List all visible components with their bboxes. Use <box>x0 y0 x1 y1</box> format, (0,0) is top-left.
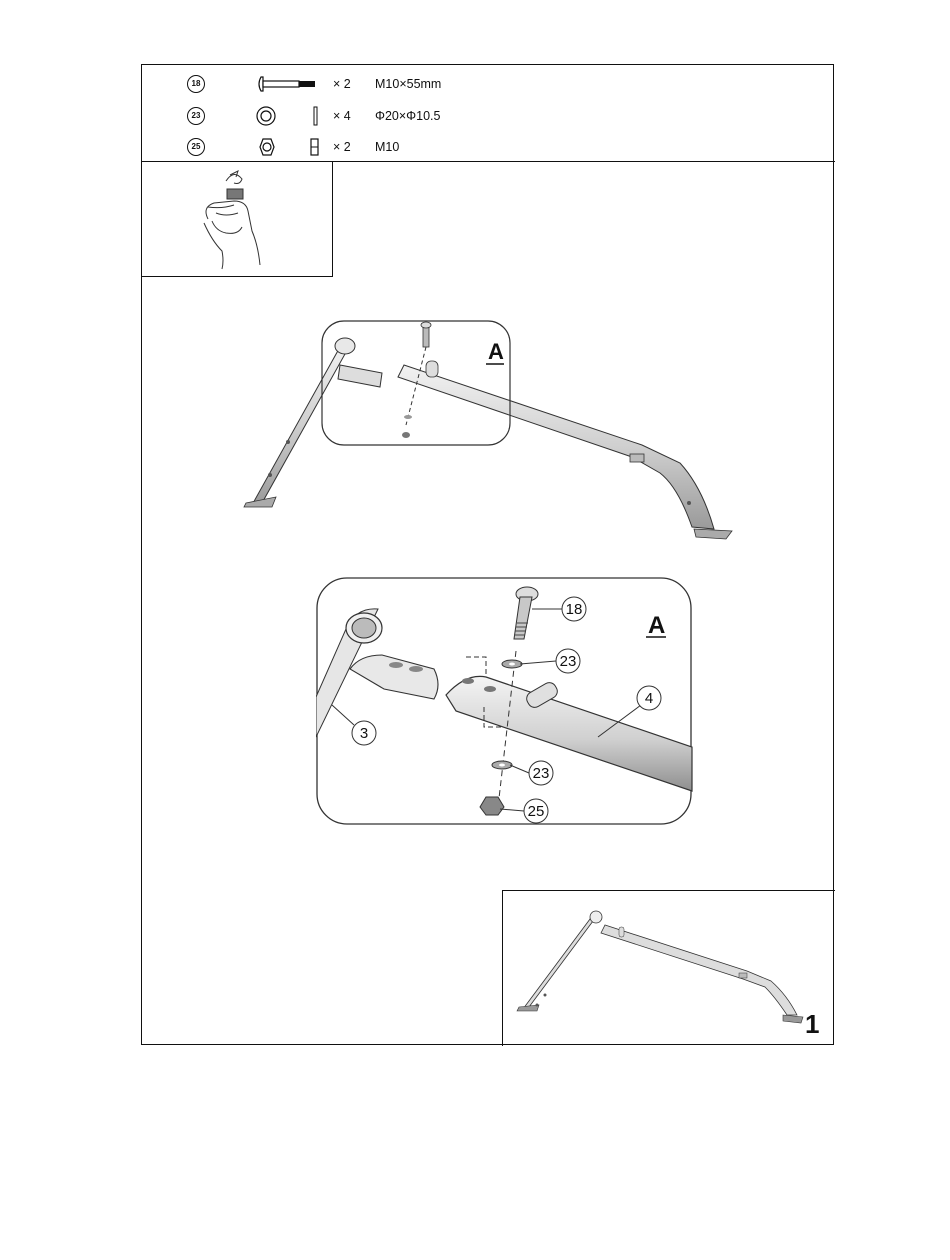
part-number-badge: 25 <box>187 138 205 156</box>
hand-tighten-tip-box <box>142 161 333 277</box>
detail-label: A <box>648 612 666 639</box>
callout-bolt: 18 <box>565 601 583 618</box>
step-number: 1 <box>805 1009 820 1039</box>
hardware-qty-spec: × 2 M10 <box>333 140 400 154</box>
bolt-icon <box>255 72 325 96</box>
callout-washer-top: 23 <box>559 653 577 670</box>
hardware-row-bolt <box>142 68 835 98</box>
callout-washer-bottom: 23 <box>532 765 550 782</box>
step-result-box <box>502 890 835 1046</box>
detail-a-diagram <box>316 577 694 827</box>
detail-label-small: A <box>488 339 504 364</box>
part-number-badge: 23 <box>187 107 205 125</box>
hardware-row-washer <box>142 100 835 130</box>
part-number-badge: 18 <box>187 75 205 93</box>
hardware-row-nut <box>142 131 835 161</box>
assembly-overview-diagram <box>232 317 752 547</box>
hardware-qty-spec: × 4 Φ20×Φ10.5 <box>333 109 441 123</box>
hand-tighten-icon <box>142 161 332 276</box>
assembled-frame-diagram <box>503 891 833 1043</box>
callout-rear-tube: 4 <box>644 690 654 707</box>
callout-nut: 25 <box>527 803 545 820</box>
nut-icon <box>255 135 325 159</box>
callout-front-leg: 3 <box>359 725 369 742</box>
washer-icon <box>255 104 325 128</box>
hardware-qty-spec: × 2 M10×55mm <box>333 77 442 91</box>
instruction-frame <box>141 64 834 1045</box>
